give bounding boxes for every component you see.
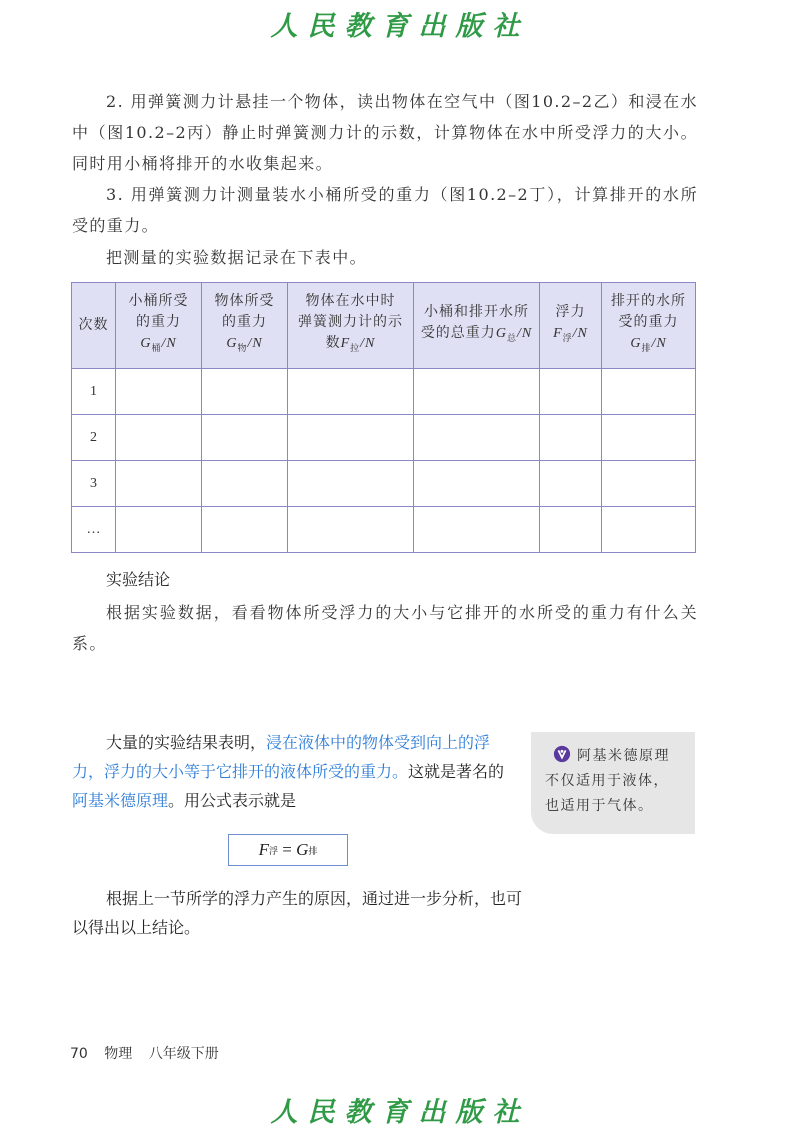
table-cell xyxy=(602,461,696,507)
table-cell xyxy=(288,507,414,553)
table-cell xyxy=(602,369,696,415)
header-total-weight: 小桶和排开水所 受的总重力$G_总/N$ xyxy=(414,283,540,369)
table-cell xyxy=(540,507,602,553)
table-cell xyxy=(116,507,202,553)
step-3-text: 3. 用弹簧测力计测量装水小桶所受的重力（图10.2–2丁），计算排开的水所受的重力。 xyxy=(72,185,698,235)
conclusion-paragraph: 大量的实验结果表明，浸在液体中的物体受到向上的浮力，浮力的大小等于它排开的液体所受的重力。这就是著名的阿基米德原理。用公式表示就是 xyxy=(72,733,505,810)
table-cell xyxy=(602,415,696,461)
step-2-text: 2. 用弹簧测力计悬挂一个物体，读出物体在空气中（图10.2–2乙）和浸在水中（图10.2–2丙）静止时弹簧测力计的示数，计算物体在水中所受浮力的大小。同时用小桶将排开的水收集起来。 xyxy=(72,92,698,173)
book-subject: 物理 xyxy=(104,1046,133,1062)
row-number: 1 xyxy=(72,369,116,415)
row-number: 2 xyxy=(72,415,116,461)
section-text: 根据实验数据，看看物体所受浮力的大小与它排开的水所受的重力有什么关系。 xyxy=(72,603,698,653)
table-cell xyxy=(540,461,602,507)
table-row xyxy=(72,461,696,507)
header-buoyancy: 浮力 $F_浮/N$ xyxy=(540,283,602,369)
table-row xyxy=(72,507,696,553)
row-number: 3 xyxy=(72,461,116,507)
page-number: 70 xyxy=(70,1046,88,1062)
table-row xyxy=(72,415,696,461)
table-header-row xyxy=(72,283,696,369)
note-line-3: 也适用于气体。 xyxy=(545,798,654,814)
row-number: … xyxy=(72,507,116,553)
page-footer xyxy=(70,1043,231,1063)
table-cell xyxy=(202,461,288,507)
book-grade: 八年级下册 xyxy=(148,1046,219,1062)
header-bucket-weight: 小桶所受 的重力 $G_桶/N$ xyxy=(116,283,202,369)
table-cell xyxy=(202,507,288,553)
table-cell xyxy=(202,415,288,461)
table-cell xyxy=(288,415,414,461)
header-spring-reading: 物体在水中时 弹簧测力计的示 数$F_拉/N$ xyxy=(288,283,414,369)
table-cell xyxy=(414,461,540,507)
bulb-icon xyxy=(553,745,571,763)
note-line-1: 阿基米德原理 xyxy=(577,748,670,764)
table-cell xyxy=(202,369,288,415)
table-cell xyxy=(540,369,602,415)
data-table xyxy=(71,282,696,553)
header-displaced-water-weight: 排开的水所 受的重力 $G_排/N$ xyxy=(602,283,696,369)
table-cell xyxy=(116,369,202,415)
table-intro-text: 把测量的实验数据记录在下表中。 xyxy=(106,248,368,267)
formula-box: F 浮 = G 排 xyxy=(228,834,348,866)
table-cell xyxy=(288,369,414,415)
table-row xyxy=(72,369,696,415)
table-cell xyxy=(116,461,202,507)
table-cell xyxy=(116,415,202,461)
header-count: 次数 xyxy=(72,283,116,369)
table-cell xyxy=(414,415,540,461)
table-cell xyxy=(414,507,540,553)
table-cell xyxy=(540,415,602,461)
publisher-logo-bottom: 人民教育出版社 xyxy=(270,1097,530,1128)
header-object-weight: 物体所受 的重力 $G_物/N$ xyxy=(202,283,288,369)
publisher-logo-top: 人民教育出版社 xyxy=(270,11,530,42)
side-note xyxy=(531,732,695,834)
section-title: 实验结论 xyxy=(106,570,171,589)
table-cell xyxy=(602,507,696,553)
table-cell xyxy=(288,461,414,507)
principle-statement: 浸在液体中的物体受到向上的浮力，浮力的大小等于它排开的液体所受的重力。 xyxy=(72,733,491,781)
table-cell xyxy=(414,369,540,415)
note-line-2: 不仅适用于液体， xyxy=(545,773,669,789)
after-paragraph: 根据上一节所学的浮力产生的原因，通过进一步分析，也可以得出以上结论。 xyxy=(72,889,523,937)
archimedes-term: 阿基米德原理 xyxy=(72,791,169,810)
